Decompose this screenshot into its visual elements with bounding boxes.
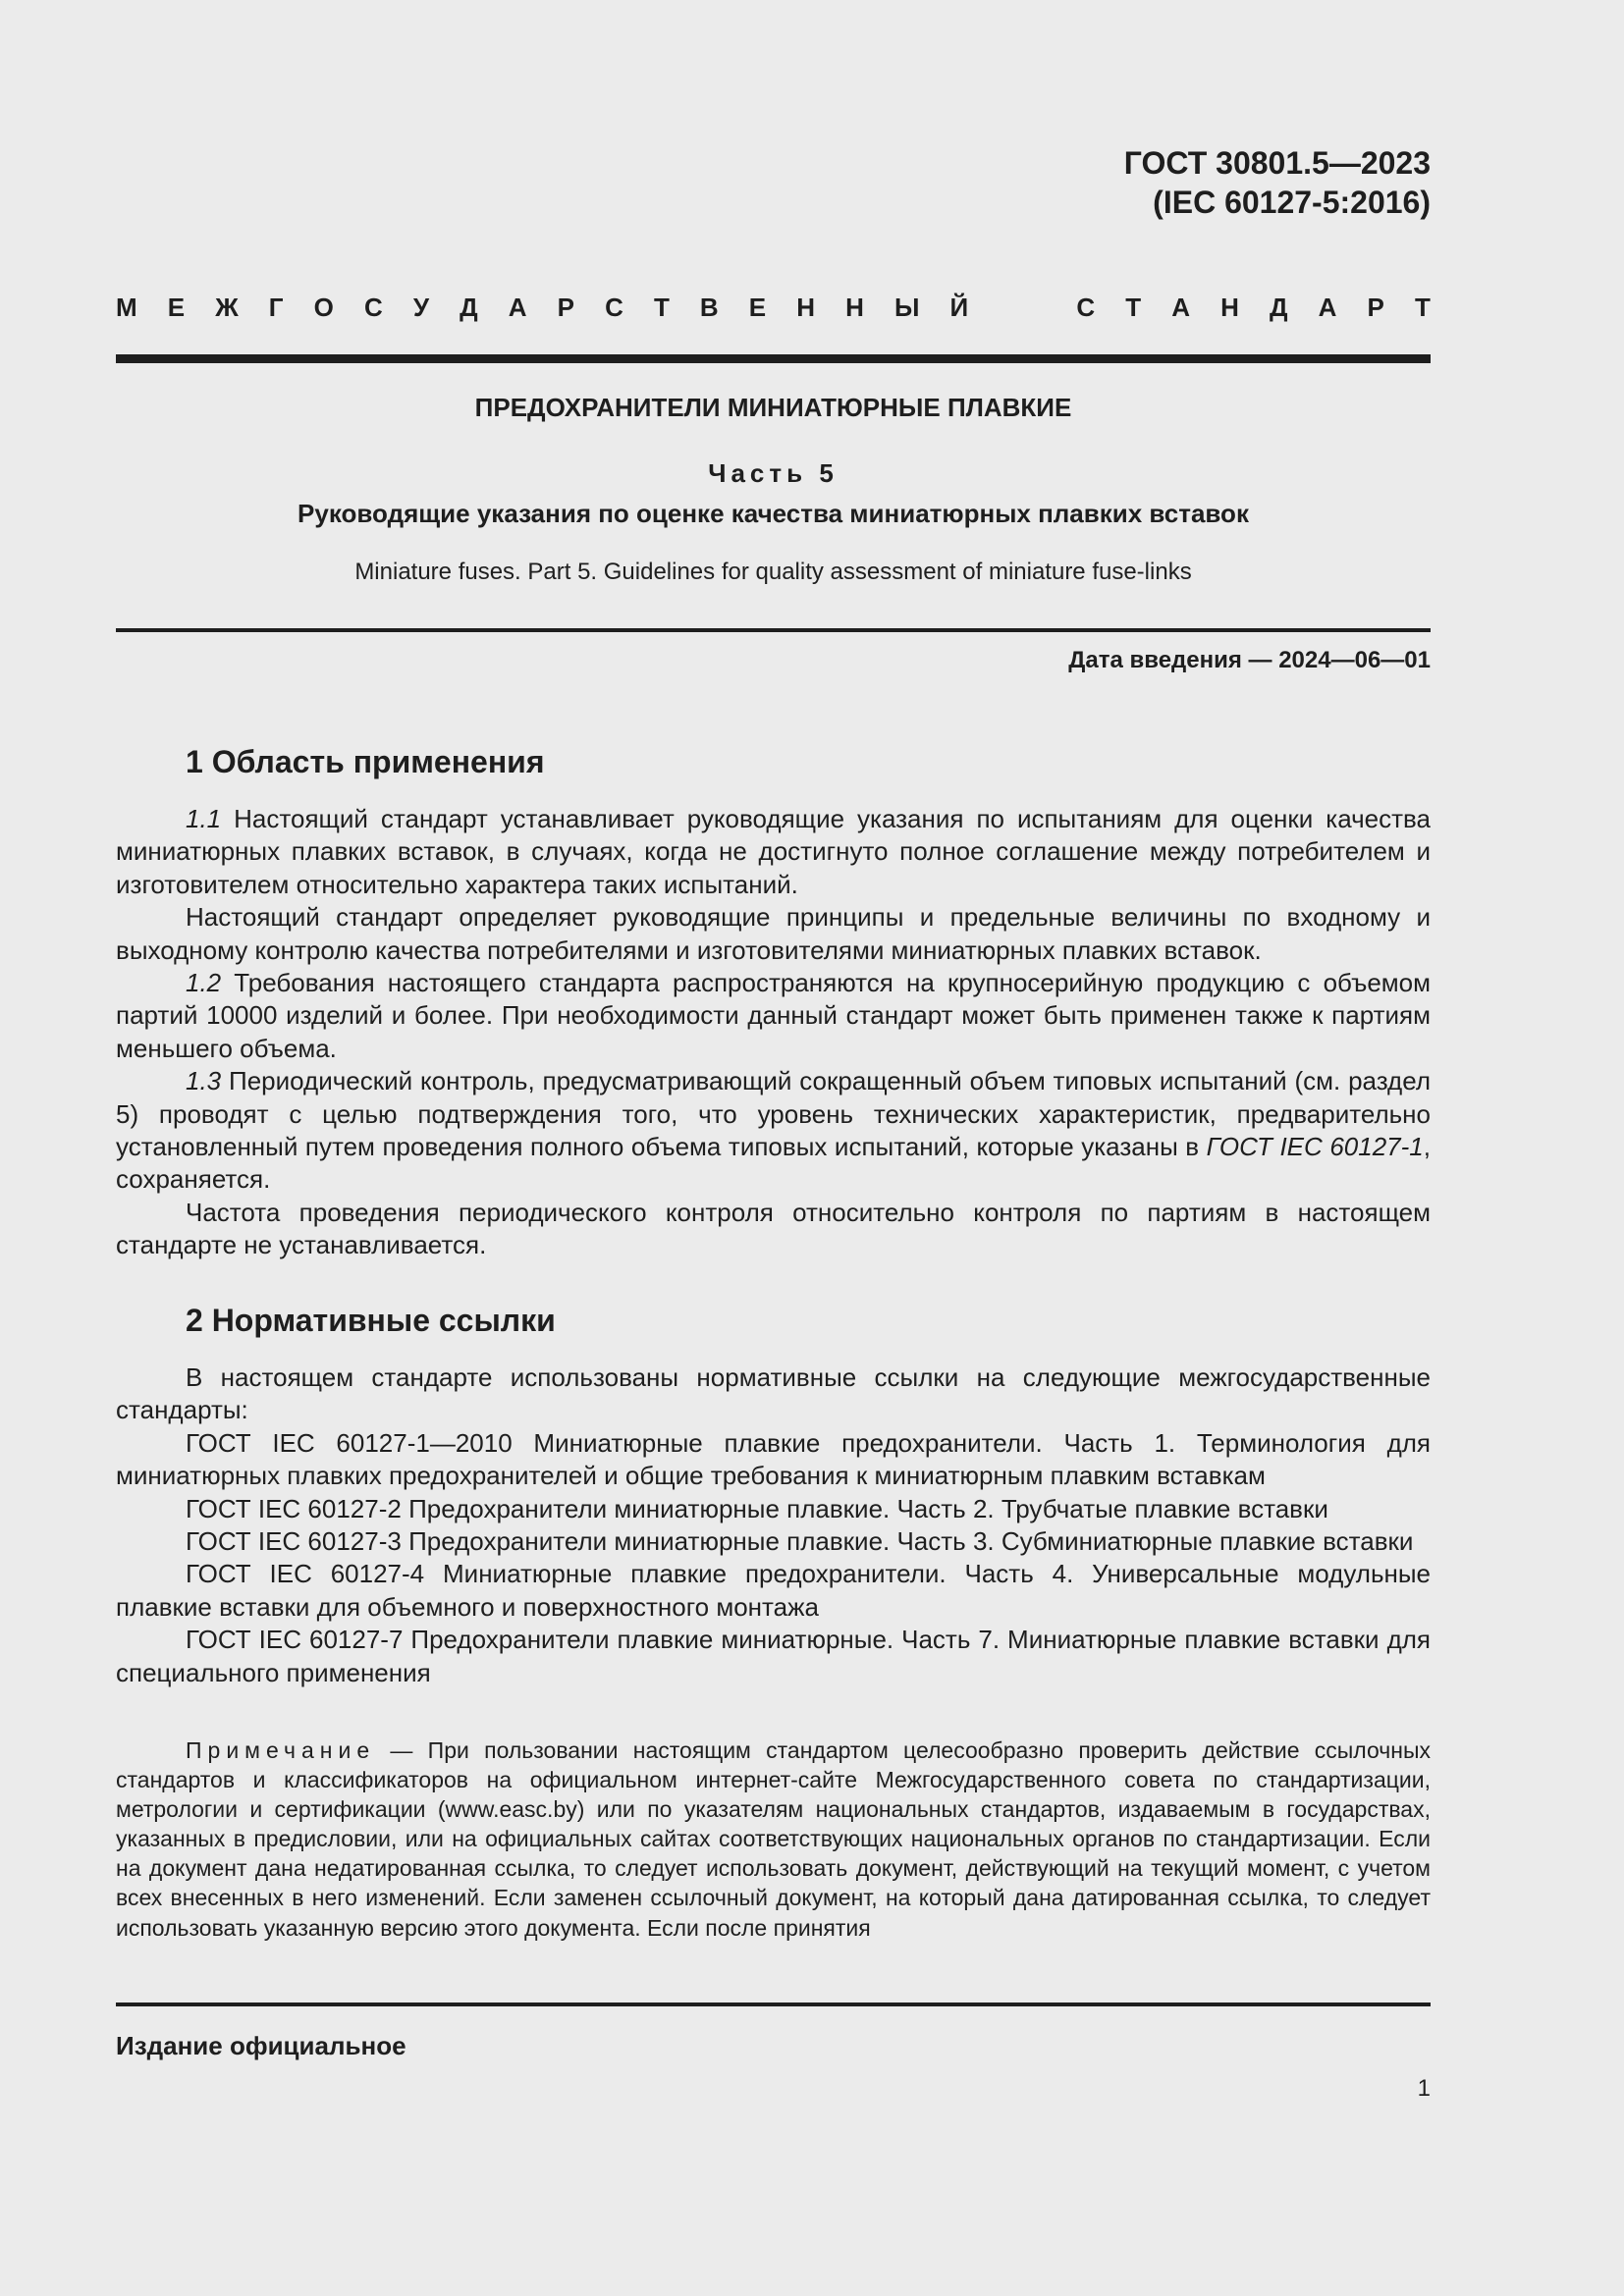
section-1-body xyxy=(116,803,1431,1262)
banner-word2-letter: Т xyxy=(1125,293,1142,322)
section-2-body xyxy=(116,1362,1431,1689)
standard-title: ПРЕДОХРАНИТЕЛИ МИНИАТЮРНЫЕ ПЛАВКИЕ xyxy=(474,393,1072,422)
banner-word1-letter: У xyxy=(412,293,430,322)
note-paragraph: Примечание — При пользовании настоящим стандартом целесообразно проверить действие ссылочных стандартов и классификаторов на официальном интернет-сайте Межгосударственного совета по стандартизации, метрологии и сертификации (www.easc.by) или по указателям национальных стандартов, издаваемым в государствах, указанных в предисловии, или на официальных сайтах соответствующих национальных органов по стандартизации. Если на документ дана недатированная ссылка, то следует использовать документ, действующий на текущий момент, с учетом всех внесенных в него изменений. Если заменен ссылочный документ, на который дана датированная ссылка, то следует использовать указанную версию этого документа. Если после принятия xyxy=(116,1737,1431,1941)
banner-word1-letter: О xyxy=(313,293,334,322)
document-number xyxy=(1124,143,1431,222)
banner-word1-letter: Д xyxy=(460,293,478,322)
banner-word2-letter: А xyxy=(1171,293,1191,322)
banner-word1-letter: Н xyxy=(796,293,816,322)
references-intro: В настоящем стандарте использованы нормативные ссылки на следующие межгосударственные стандарты: xyxy=(116,1362,1431,1425)
reference-item: ГОСТ IEC 60127-4 Миниатюрные плавкие предохранители. Часть 4. Универсальные модульные плавкие вставки для объемного и поверхностного монтажа xyxy=(116,1559,1431,1622)
clause-number: 1.3 xyxy=(186,1066,222,1096)
banner-word1-letter: А xyxy=(508,293,527,322)
banner-word1-letter: В xyxy=(699,293,719,322)
top-thick-rule xyxy=(116,354,1431,363)
banner-word-gap xyxy=(999,291,1046,324)
banner-word2-letter: Н xyxy=(1220,293,1239,322)
reference-item: ГОСТ IEC 60127-3 Предохранители миниатюрные плавкие. Часть 3. Субминиатюрные плавкие вставки xyxy=(186,1526,1414,1557)
banner-word1-letter: С xyxy=(363,293,383,322)
paragraph-1-3-b: Частота проведения периодического контроля относительно контроля по партиям в настоящем стандарте не устанавливается. xyxy=(116,1197,1431,1260)
banner-word1-letter: Й xyxy=(949,293,969,322)
section-1-heading: 1 Область применения xyxy=(186,744,545,779)
banner-word1-letter: Н xyxy=(845,293,864,322)
banner-word1-letter: Ы xyxy=(893,293,920,322)
paragraph-1-1-b: Настоящий стандарт определяет руководящие принципы и предельные величины по входному и выходному контролю качества потребителями и изготовителями миниатюрных плавких вставок. xyxy=(116,902,1431,965)
banner-word2-letter: С xyxy=(1076,293,1096,322)
gost-number: ГОСТ 30801.5—2023 xyxy=(1123,145,1431,181)
reference-item: ГОСТ IEC 60127-1—2010 Миниатюрные плавкие предохранители. Часть 1. Терминология для миниатюрных плавких предохранителей и общие требования к миниатюрным плавким вставкам xyxy=(116,1427,1431,1491)
banner-word1-letter: Р xyxy=(557,293,574,322)
banner-word2-letter: Т xyxy=(1414,293,1431,322)
title-rule xyxy=(116,628,1431,632)
note-block xyxy=(116,1735,1431,1943)
banner-word1-letter: Е xyxy=(748,293,767,322)
page-number: 1 xyxy=(1417,2075,1431,2102)
section-2-heading: 2 Нормативные ссылки xyxy=(186,1303,556,1338)
paragraph-1-2: 1.2 Требования настоящего стандарта распространяются на крупносерийную продукцию с объемом партий 10000 изделий и более. При необходимости данный стандарт может быть применен также к партиям меньшего объема. xyxy=(116,968,1431,1063)
standard-reference: ГОСТ IEC 60127-1 xyxy=(1206,1132,1424,1162)
banner-word1-letter: С xyxy=(605,293,623,322)
paragraph-1-3: 1.3 Периодический контроль, предусматривающий сокращенный объем типовых испытаний (см. раздел 5) проводят с целью подтверждения того, что уровень технических характеристик, предварительно установленный путем проведения полного объема типовых испытаний, которые указаны в ГОСТ IEC 60127-1, сохраняется. xyxy=(116,1066,1431,1195)
clause-number: 1.1 xyxy=(186,804,222,833)
official-edition-label: Издание официальное xyxy=(116,2031,406,2060)
iec-number: (IEC 60127-5:2016) xyxy=(1153,185,1431,220)
banner-word1-letter: М xyxy=(116,293,137,322)
footer-rule xyxy=(116,2002,1431,2006)
introduction-date: Дата введения — 2024—06—01 xyxy=(1068,647,1431,673)
paragraph-1-1: 1.1 Настоящий стандарт устанавливает руководящие указания по испытаниям для оценки качества миниатюрных плавких вставок, в случаях, когда не достигнуто полное соглашение между потребителем и изготовителем относительно характера таких испытаний. xyxy=(116,804,1431,899)
note-label: Примечание xyxy=(186,1737,376,1763)
standard-banner xyxy=(116,291,1431,324)
banner-word2-letter: Р xyxy=(1367,293,1384,322)
banner-word1-letter: Г xyxy=(268,293,284,322)
banner-word2-letter: Д xyxy=(1270,293,1288,322)
banner-word1-letter: Ж xyxy=(215,293,239,322)
clause-number: 1.2 xyxy=(186,968,222,998)
banner-word1-letter: Е xyxy=(167,293,186,322)
english-title: Miniature fuses. Part 5. Guidelines for quality assessment of miniature fuse-links xyxy=(354,559,1192,585)
banner-word1-letter: Т xyxy=(653,293,670,322)
reference-item: ГОСТ IEC 60127-2 Предохранители миниатюрные плавкие. Часть 2. Трубчатые плавкие вставки xyxy=(186,1493,1328,1523)
part-subtitle: Руководящие указания по оценке качества миниатюрных плавких вставок xyxy=(298,499,1249,528)
banner-word2-letter: А xyxy=(1318,293,1337,322)
reference-item: ГОСТ IEC 60127-7 Предохранители плавкие миниатюрные. Часть 7. Миниатюрные плавкие вставки для специального применения xyxy=(116,1625,1431,1687)
part-number: Часть 5 xyxy=(708,458,839,488)
